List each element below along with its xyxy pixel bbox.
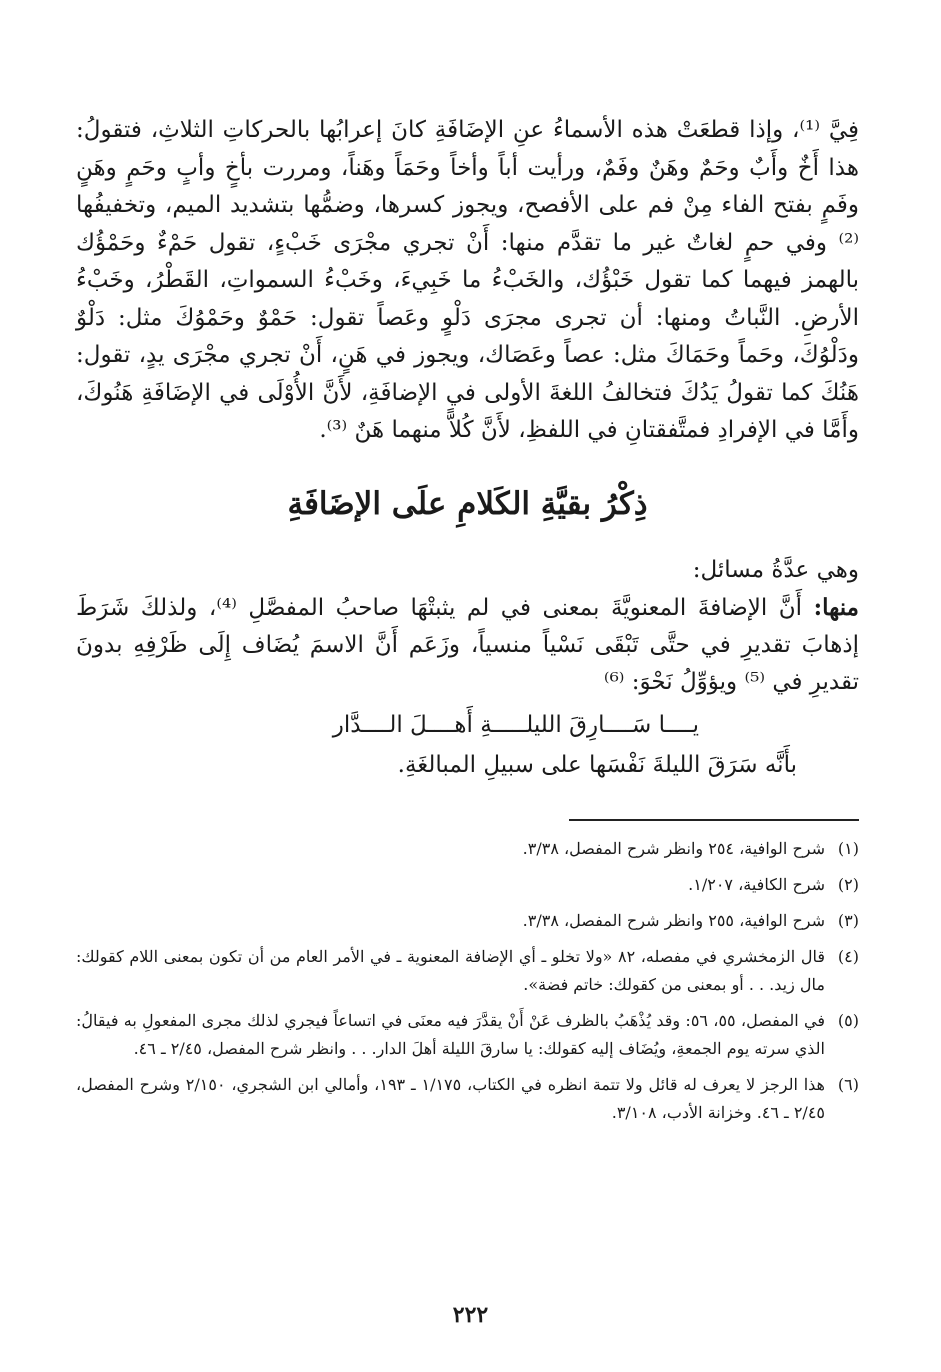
body-paragraph: فِيَّ ⁽¹⁾، وإذا قطعَتْ هذه الأسماءُ عنِ الإضَافَةِ كانَ إعرابُها بالحركاتِ الثلاثِ، فتقولُ: هذا أَخٌ وأَبٌ وحَمٌ وهَنٌ وفَمٌ، ورأيت أباً وأخاً وحَمَاً وهَناً، ومررت بأخٍ وأبٍ وحَمٍ وهَنٍ وفَمٍ بفتح الفاء مِنْ فم على الأفصح، ويجوز كسرها، وضمُّها بتشديد الميم، وتخفيفُها ⁽²⁾ وفي حمٍ لغاتٌ غير ما تقدَّم منها: أَنْ تجري مجْرَى خَبْءٍ، تقول حَمْءٌ وحَمْؤُك بالهمز فيهما كما تقول خَبْؤُك، والخَبْءُ ما خَبِيءَ، وخَبْءُ السمواتِ، القَطْرُ، وخَبْءُ الأرضِ. النَّباتُ ومنها: أن تجرى مجرَى دَلْوٍ وعَصاً تقول: حَمْوٌ وحَمْوُكَ مثل: دَلْوٌ ودَلْوُكَ، وحَماً وحَمَاكَ مثل: عصاً وعَصَاك، ويجوز في هَنٍ، أَنْ تجري مجْرَى يدٍ، تقول: هَنُكَ كما تقولُ يَدُكَ فتخالفُ اللغةَ الأولى في الإضافَةِ، لأَنَّ الأُوْلَى في الإضَافَةِ هَنُوكَ، وأَمَّا في الإفرادِ فمتَّفقتانِ في اللفظِ، لأَنَّ كُلاًّ منهما هَنٌ ⁽³⁾. (76, 117, 860, 443)
footnote-number: (٦) (837, 1074, 859, 1094)
footnote-item (76, 907, 859, 935)
main-text-block (76, 112, 859, 450)
footnote-text: هذا الرجز لا يعرف له قائل ولا تتمة انظره في الكتاب، ١/١٧٥ ـ ١٩٣، وأمالي ابن الشجري، ٢/١٥٠ وشرح المفصل، ٢/٤٥ ـ ٤٦. وخزانة الأدب، ٣/١٠٨. (76, 1074, 825, 1122)
paragraph-lead: منها: (813, 593, 859, 621)
footnote-number: (١) (837, 838, 859, 858)
footnote-item (76, 943, 859, 999)
footnote-number: (٤) (837, 946, 859, 966)
footnote-item (76, 835, 859, 863)
footnote-text: في المفصل، ٥٥، ٥٦: وقد يُذْهَبُ بالظرف عَنْ أَنْ يقدَّرَ فيه معنَى في اتساعاً فيجري لذلك مجرى المفعولِ به فيقالُ: الذي سرته يوم الجمعةِ، ويُضَاف إليه كقولك: يا سارقَ الليلة أهلَ الدار. . . وانظر شرح المفصل، ٢/٤٥ ـ ٤٦. (76, 1010, 826, 1058)
footnote-text: شرح الوافية، ٢٥٥ وانظر شرح المفصل، ٣/٣٨. (522, 910, 825, 930)
section-paragraph (76, 589, 859, 701)
footnote-item (76, 1071, 859, 1127)
section-heading: ذِكْرُ بقيَّةِ الكَلامِ علَى الإضَافَةِ (287, 485, 648, 522)
footnote-number: (٣) (837, 910, 859, 930)
footnote-item (76, 1007, 859, 1063)
footnote-number: (٢) (837, 874, 859, 894)
section-intro: وهي عدَّةُ مسائل: (692, 556, 859, 583)
page-number: ٢٢٢ (452, 1302, 489, 1328)
footnote-item (76, 871, 859, 899)
footnote-text: شرح الكافية، ١/٢٠٧. (688, 874, 825, 894)
footnotes (76, 835, 859, 1127)
footnote-divider (569, 819, 859, 821)
section-body (76, 552, 859, 785)
footnote-number: (٥) (837, 1010, 859, 1030)
paragraph-text: أَنَّ الإضافةَ المعنويَّةَ بمعنى في لم يثبتْهَا صاحبُ المفصَّلِ ⁽⁴⁾، ولذلكَ شَرَطَ إذهابَ تقديرِ في حتَّى تَبْقَى نَسْياً منسياً، وزَعَم أَنَّ الاسمَ يُضَاف إِلَى ظَرْفِهِ بدونَ تقديرِ في ⁽⁵⁾ ويؤوِّلُ نَحْوَ: ⁽⁶⁾ (76, 594, 859, 695)
footnote-text: شرح الوافية، ٢٥٤ وانظر شرح المفصل، ٣/٣٨. (522, 838, 825, 858)
verse-explanation: بأَنَّه سَرَقَ الليلةَ نَفْسَها على سبيلِ المبالغَةِ. (397, 751, 797, 778)
footnote-text: قال الزمخشري في مفصله، ٨٢ «ولا تخلو ـ أي الإضافة المعنوية ـ في الأمر العام من أن تكون بمعنى اللام كقولك: مال زيد. . . أو بمعنى من كقولك: خاتم فضة». (76, 946, 826, 994)
poetry-verse: يــــا سَــــارِقَ الليلـــــةِ أَهــــلَ الــــدَّار (332, 711, 699, 738)
